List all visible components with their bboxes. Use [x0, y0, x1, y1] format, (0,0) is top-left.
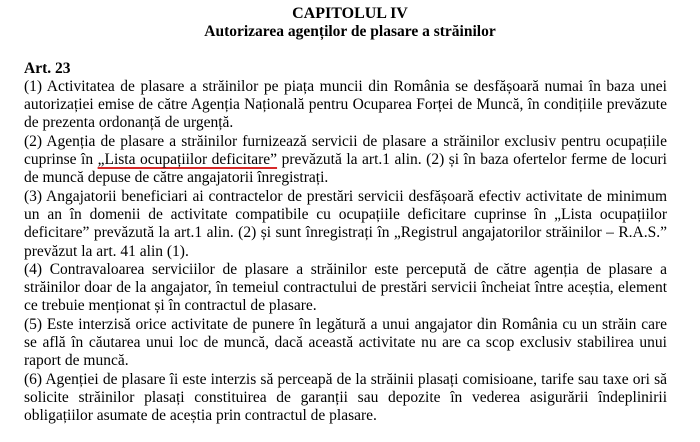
paragraph-6: (6) Agenției de plasare îi este interzis să perceapă de la străinii plasați comisioane, tarife sau taxe ori să solicite străinilor plasați constituirea de garanții sau depozite în vederea asigurării îndeplinirii obligațiilor asumate de aceștia prin contractul de plasare. — [24, 371, 667, 425]
chapter-subtitle: Autorizarea agenților de plasare a străinilor — [204, 23, 496, 40]
paragraph-2 — [24, 133, 667, 188]
paragraph-1: (1) Activitatea de plasare a străinilor pe piața muncii din România se desfășoară numai în baza unei autorizației emise de către Agenția Națională pentru Ocuparea Forței de Muncă, în condițiile prevăzute de prezenta ordonanță de urgență. — [24, 78, 667, 132]
highlighted-list-reference: „Lista ocupațiilor deficitare” — [97, 151, 278, 169]
paragraph-4: (4) Contravaloarea serviciilor de plasare a străinilor este percepută de către agenția de plasare a străinilor doar de la angajator, în temeiul contractului de prestări servicii încheiat între aceștia, element ce trebuie menționat și în contractul de plasare. — [24, 261, 667, 315]
paragraph-5: (5) Este interzisă orice activitate de punere în legătură a unui angajator din România cu un străin care se află în căutarea unui loc de muncă, dacă această activitate nu are ca scop exclusiv stabilirea unui raport de muncă. — [24, 316, 667, 370]
paragraph-3: (3) Angajatorii beneficiari ai contractelor de prestări servicii desfășoară efectiv activitate de minimum un an în domenii de activitate compatibile cu ocupațiile deficitare cuprinse în „Lista ocupațiilor deficitare” prevăzută la art.1 alin. (2) și sunt înregistrați în „Registrul angajatorilor străinilor – R.A.S.” prevăzut la art. 41 alin (1). — [24, 188, 667, 260]
chapter-title: CAPITOLUL IV — [292, 5, 408, 22]
paragraph-2-text-before: (2) Agenția de plasare a străinilor furnizează servicii de plasare a străinilor exclusiv pentru ocupațiile cuprinse în — [24, 133, 667, 169]
article-heading: Art. 23 — [24, 60, 71, 77]
paragraph-2-text-after: prevăzută la art.1 alin. (2) și în baza ofertelor ferme de locuri de muncă depuse de către angajatorii înregistrați. — [24, 151, 667, 187]
